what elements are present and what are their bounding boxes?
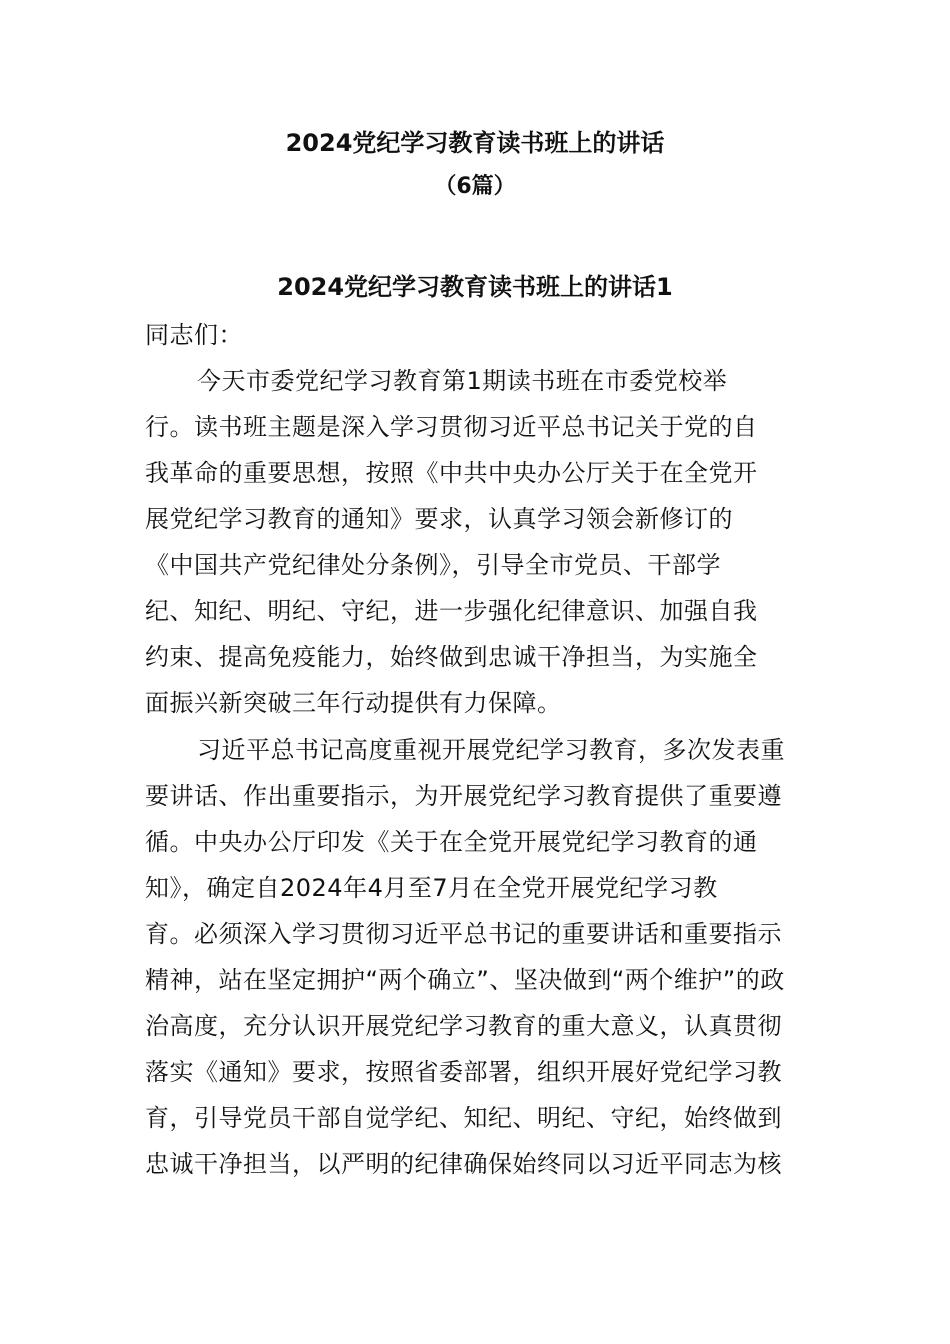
paragraph-line: 忠诚干净担当，以严明的纪律确保始终同以习近平同志为核 — [145, 1150, 782, 1178]
paragraph-line: 精神，站在坚定拥护“两个确立”、坚决做到“两个维护”的政 — [145, 966, 785, 994]
paragraph-line: 知》，确定自2024年4月至7月在全党开展党纪学习教 — [145, 874, 718, 902]
paragraph-line: 循。中央办公厅印发《关于在全党开展党纪学习教育的通 — [145, 828, 758, 856]
document-title: 2024党纪学习教育读书班上的讲话 — [285, 129, 665, 157]
paragraph-line: 《中国共产党纪律处分条例》，引导全市党员、干部学 — [145, 551, 721, 579]
paragraph-line: 展党纪学习教育的通知》要求，认真学习领会新修订的 — [145, 505, 733, 533]
paragraph-line: 今天市委党纪学习教育第1期读书班在市委党校举 — [197, 367, 728, 395]
paragraph-line: 纪、知纪、明纪、守纪，进一步强化纪律意识、加强自我 — [145, 597, 758, 625]
paragraph-line: 育。必须深入学习贯彻习近平总书记的重要讲话和重要指示 — [145, 920, 782, 948]
paragraph-line: 育，引导党员干部自觉学纪、知纪、明纪、守纪，始终做到 — [145, 1104, 782, 1132]
paragraph-line: 行。读书班主题是深入学习贯彻习近平总书记关于党的自 — [145, 413, 758, 441]
paragraph-line: 约束、提高免疫能力，始终做到忠诚干净担当，为实施全 — [145, 643, 758, 671]
greeting: 同志们： — [145, 321, 243, 349]
section-title: 2024党纪学习教育读书班上的讲话1 — [277, 273, 673, 301]
paragraph-line: 要讲话、作出重要指示，为开展党纪学习教育提供了重要遵 — [145, 782, 782, 810]
paragraph-2 — [145, 727, 815, 1187]
paragraph-1 — [145, 358, 815, 726]
paragraph-line: 治高度，充分认识开展党纪学习教育的重大意义，认真贯彻 — [145, 1012, 782, 1040]
paragraph-line: 落实《通知》要求，按照省委部署，组织开展好党纪学习教 — [145, 1058, 782, 1086]
paragraph-line: 面振兴新突破三年行动提供有力保障。 — [145, 689, 562, 717]
paragraph-line: 习近平总书记高度重视开展党纪学习教育，多次发表重 — [197, 736, 785, 764]
document-subtitle: （6篇） — [434, 174, 516, 199]
paragraph-line: 我革命的重要思想，按照《中共中央办公厅关于在全党开 — [145, 459, 758, 487]
